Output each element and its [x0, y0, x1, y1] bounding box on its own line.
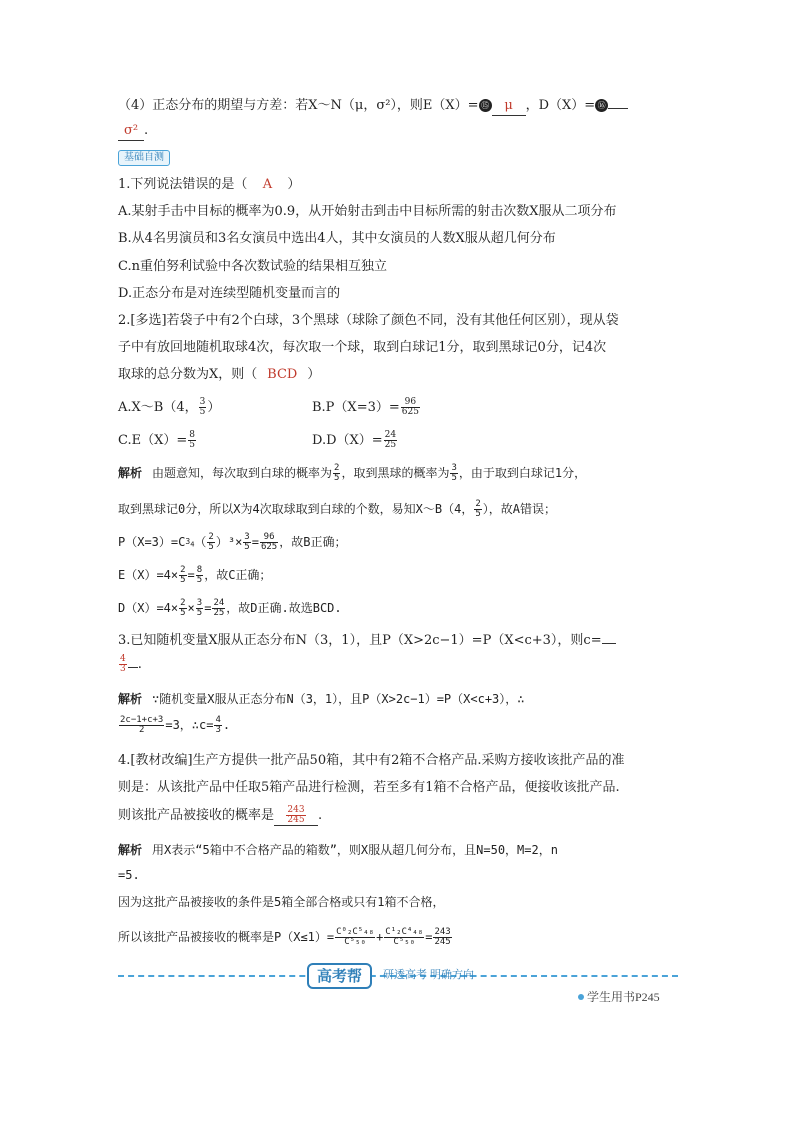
sol-text: 由题意知，每次取到白球的概率为	[152, 466, 333, 480]
numerator: 2	[334, 463, 340, 473]
fraction	[450, 464, 457, 483]
sol-text: 用X表示“5箱中不合格产品的箱数”，则X服从超几何分布，且N=50，M=2，n	[152, 843, 558, 857]
numerator: 2c−1+c+3	[120, 715, 164, 725]
numerator: 2	[475, 499, 481, 509]
blank-number-15: ⑮	[479, 99, 492, 112]
footer-slogan: 研透高考 明确方向	[383, 969, 475, 981]
fraction	[243, 533, 250, 552]
fraction	[207, 533, 214, 552]
q2-option-b	[312, 398, 421, 417]
q4-blank	[274, 806, 318, 826]
q4-stem-line-1: 4.[教材改编]生产方提供一批产品50箱，其中有2箱不合格产品.采购方接收该批产品的准	[118, 753, 625, 768]
denominator: 5	[475, 509, 481, 519]
denominator: 5	[196, 608, 203, 618]
q4-solution-line-3: 因为这批产品被接收的条件是5箱全部合格或只有1箱不合格，	[118, 895, 445, 909]
fraction	[401, 398, 420, 417]
q3-solution-line-1	[118, 690, 525, 708]
sol-text: =	[251, 535, 259, 549]
q1-option-c: C.n重伯努利试验中各次数试验的结果相互独立	[118, 259, 387, 274]
denominator: 625	[401, 407, 419, 417]
denominator: 5	[244, 542, 250, 552]
q4-stem-line-2: 则是：从该批产品中任取5箱产品进行检测，若至多有1箱不合格产品，便接收该批产品.	[118, 780, 620, 795]
sol-text: =	[187, 568, 195, 582]
period: .	[137, 657, 142, 672]
numerator: 8	[196, 565, 203, 575]
sol-text: =3，∴c=	[165, 718, 214, 732]
fraction	[199, 398, 207, 417]
q2-solution-line-3	[118, 533, 346, 556]
blank-16-lead	[608, 108, 628, 109]
q3-blank-end	[128, 667, 138, 668]
q4-solution-line-2: =5.	[118, 868, 140, 882]
numerator: C¹₂C⁴₄₈	[385, 927, 424, 937]
q4-solution-line-1	[118, 841, 558, 859]
numerator: 8	[189, 430, 195, 440]
numerator: 2	[208, 532, 214, 542]
q2-stem-line-2: 子中有放回地随机取球4次，每次取一个球，取到白球记1分，取到黑球记0分，记4次	[118, 340, 607, 355]
numerator: 243	[287, 805, 305, 815]
q2-solution-line-5	[118, 599, 342, 618]
q2-option-c	[118, 431, 197, 450]
fraction	[196, 599, 203, 618]
denominator: 5	[199, 407, 206, 417]
denominator: C⁵₅₀	[393, 937, 416, 947]
normal-line-cont	[118, 122, 148, 141]
q3-answer	[119, 655, 127, 674]
fraction	[335, 928, 375, 947]
sol-text: ，故B正确；	[279, 535, 347, 549]
fraction	[212, 599, 225, 618]
denominator: 3	[215, 725, 221, 735]
period: .	[318, 808, 323, 823]
q4-solution-line-4	[118, 928, 453, 947]
sol-text: 取到黑球记0分，所以X为4次取球取到白球的个数，易知X～B（4，	[118, 502, 474, 516]
plus: +	[376, 930, 384, 944]
denominator: 25	[213, 608, 225, 618]
q2-option-d	[312, 431, 398, 450]
sol-text: P（X=3）=C	[118, 535, 186, 549]
q3-stem	[118, 632, 616, 650]
sol-text: ，由于取到白球记1分，	[458, 466, 587, 480]
answer-15: μ	[492, 97, 526, 116]
q2-option-a	[118, 398, 220, 417]
denominator: 245	[434, 937, 451, 947]
q2-option-a-end: ）	[207, 400, 221, 415]
q2-answer: BCD	[267, 367, 298, 382]
denominator: 5	[334, 473, 340, 483]
denominator: 5	[196, 575, 203, 585]
fraction	[188, 431, 196, 450]
combination-index: $3_4$	[185, 537, 195, 549]
denominator: 3	[120, 664, 126, 674]
fraction	[433, 928, 451, 947]
q1-answer: A	[262, 177, 273, 192]
q4-answer	[286, 806, 305, 825]
q2-option-b-text: B.P（X=3）=	[312, 400, 400, 415]
q1-stem	[118, 176, 300, 194]
q2-solution-line-2	[118, 500, 556, 519]
sol-text: 所以该批产品被接收的概率是P（X≤1）=	[118, 930, 335, 944]
page-ref-text: 学生用书P245	[587, 990, 660, 1004]
q1-option-b: B.从4名男演员和3名女演员中选出4人，其中女演员的人数X服从超几何分布	[118, 231, 556, 246]
fraction	[384, 431, 397, 450]
numerator: 2	[180, 565, 186, 575]
numerator: 3	[196, 598, 203, 608]
denominator: 625	[260, 542, 278, 552]
gaokaobang-logo: 高考帮	[307, 963, 372, 989]
q2-stem-line-1: 2.[多选]若袋子中有2个白球，3个黑球（球除了颜色不同，没有其他任何区别），现从袋	[118, 313, 619, 328]
denominator: 2	[138, 725, 145, 735]
equals: =	[425, 930, 433, 944]
numerator: 243	[434, 927, 451, 937]
basic-self-test-badge: 基础自测	[118, 150, 170, 166]
q2-close: ）	[307, 367, 321, 382]
solution-label: 解析	[118, 843, 143, 857]
denominator: 5	[451, 473, 457, 483]
numerator: 4	[215, 715, 221, 725]
fraction	[474, 500, 481, 519]
numerator: 4	[120, 654, 126, 664]
solution-label: 解析	[118, 692, 143, 706]
numerator: 3	[451, 463, 457, 473]
q1-option-d: D.正态分布是对连续型随机变量而言的	[118, 286, 341, 301]
q1-close: ）	[287, 177, 301, 192]
numerator: 24	[384, 430, 397, 440]
student-book-reference	[578, 988, 660, 1005]
denominator: 5	[189, 440, 195, 450]
q2-option-d-text: D.D（X）=	[312, 433, 383, 448]
q2-stem-line-3	[118, 366, 320, 384]
numerator: C⁰₂C⁵₄₈	[336, 927, 375, 937]
numerator: 96	[401, 398, 420, 408]
sol-text: ×	[187, 601, 195, 615]
fraction	[384, 928, 424, 947]
sol-text: ，故D正确.故选BCD.	[226, 601, 342, 615]
q2-option-a-text: A.X～B（4，	[118, 400, 198, 415]
denominator: 5	[208, 542, 214, 552]
normal-line-text: （4）正态分布的期望与方差：若X～N（μ，σ²），则E（X）=	[118, 98, 479, 113]
q3-solution-line-2	[118, 716, 230, 735]
q3-blank	[602, 643, 616, 644]
q2-solution-line-4	[118, 566, 271, 585]
q2-option-c-text: C.E（X）=	[118, 433, 188, 448]
q3-answer-line	[118, 655, 142, 674]
answer-16: σ²	[118, 122, 144, 141]
sol-text: ，故C正确；	[204, 568, 272, 582]
sol-text: =	[204, 601, 212, 615]
sol-text: E（X）=4×	[118, 568, 179, 582]
sol-text: D（X）=4×	[118, 601, 179, 615]
q4-stem-text: 则该批产品被接收的概率是	[118, 808, 275, 823]
normal-distribution-line	[118, 97, 628, 116]
fraction	[179, 599, 186, 618]
q4-stem-line-3	[118, 806, 322, 826]
solution-label: 解析	[118, 466, 143, 480]
numerator: 3	[199, 397, 206, 407]
sol-text: ）³×	[215, 535, 243, 549]
numerator: 24	[213, 598, 225, 608]
denominator: 245	[287, 815, 305, 825]
sol-text: ），故A错误；	[482, 502, 557, 516]
numerator: 96	[260, 533, 278, 543]
sol-text: ，取到黑球的概率为	[341, 466, 450, 480]
blank-number-16: ⑯	[595, 99, 608, 112]
numerator: 3	[244, 532, 250, 542]
sol-text: ∵随机变量X服从正态分布N（3，1），且P（X>2c−1）=P（X<c+3），∴	[152, 692, 525, 706]
denominator: C⁵₅₀	[344, 937, 366, 947]
bullet-icon	[578, 994, 584, 1000]
denominator: 5	[180, 608, 186, 618]
fraction	[196, 566, 203, 585]
q2-solution-line-1	[118, 464, 586, 483]
q1-option-a: A.某射手击中目标的概率为0.9，从开始射击到击中目标所需的射击次数X服从二项分布	[118, 204, 617, 219]
q2-stem-text: 取球的总分数为X，则（	[118, 367, 258, 382]
fraction	[214, 716, 221, 735]
q3-stem-text: 3.已知随机变量X服从正态分布N（3，1），且P（X>2c−1）=P（X<c+3），则c=	[118, 633, 602, 648]
fraction	[179, 566, 186, 585]
fraction	[333, 464, 340, 483]
numerator: 2	[180, 598, 186, 608]
denominator: 5	[180, 575, 186, 585]
normal-line-mid: ，D（X）=	[525, 98, 596, 113]
fraction	[119, 716, 164, 735]
sol-text: （	[194, 535, 207, 549]
period: .	[144, 123, 149, 138]
denominator: 25	[384, 440, 397, 450]
q1-stem-text: 1.下列说法错误的是（	[118, 177, 248, 192]
period: .	[222, 718, 231, 732]
fraction	[260, 533, 278, 552]
